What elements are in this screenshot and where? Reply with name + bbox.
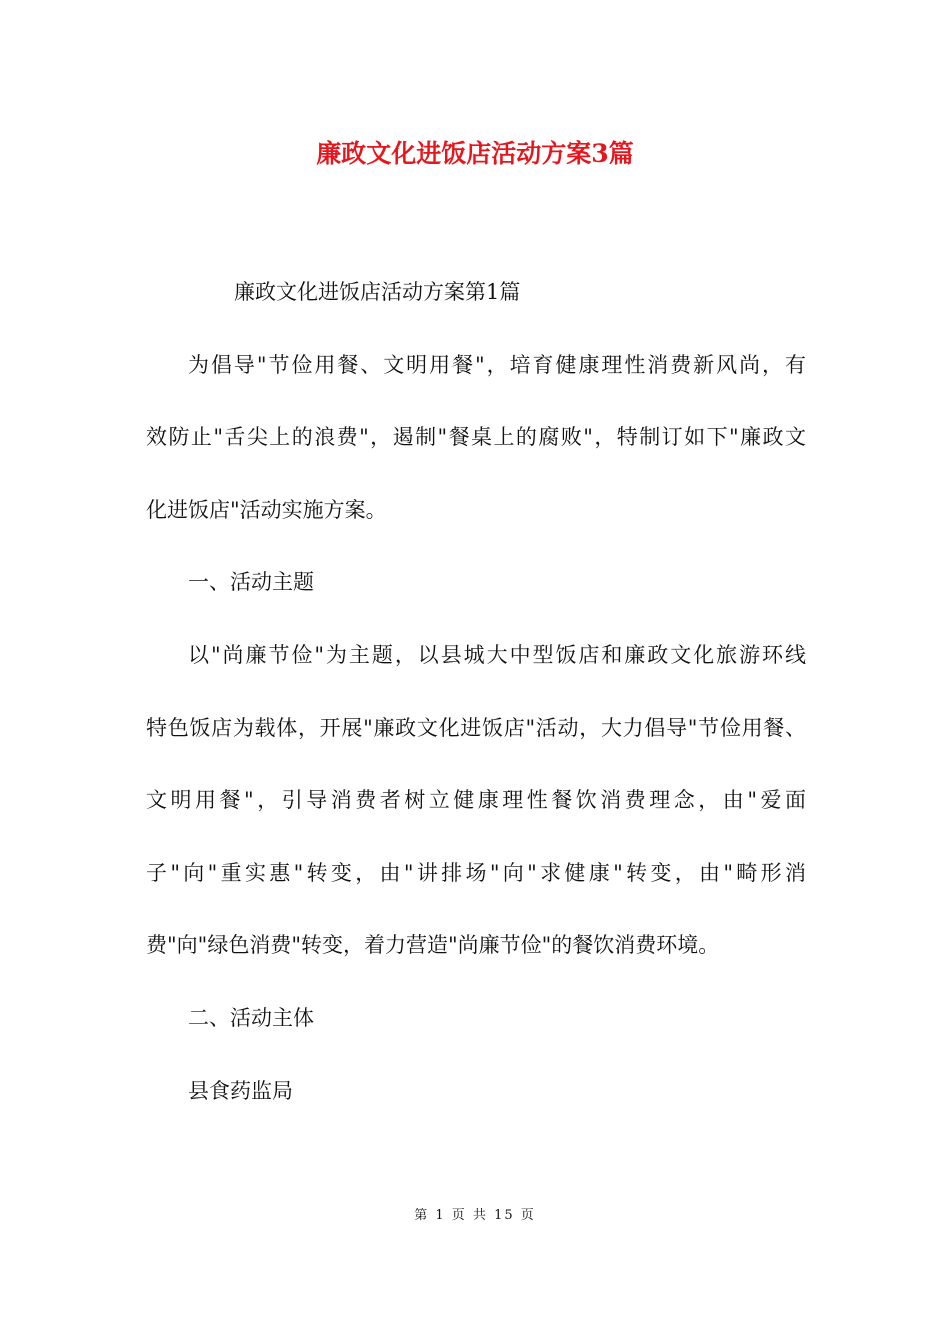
heading-activity-subject: 二、活动主体 xyxy=(188,1005,314,1030)
paragraph-2-line-3: 文明用餐"，引导消费者树立健康理性餐饮消费理念，由"爱面 xyxy=(146,788,806,813)
heading-activity-theme: 一、活动主题 xyxy=(188,570,314,595)
paragraph-1-line-3: 化进饭店"活动实施方案。 xyxy=(146,497,387,522)
paragraph-1-line-2: 效防止"舌尖上的浪费"，遏制"餐桌上的腐败"，特制订如下"廉政文 xyxy=(146,425,806,450)
paragraph-2-line-1: 以"尚廉节俭"为主题，以县城大中型饭店和廉政文化旅游环线 xyxy=(188,642,806,667)
footer-label-pre: 第 xyxy=(414,1208,430,1223)
footer-current-page: 1 xyxy=(435,1208,446,1223)
paragraph-2-line-4: 子"向"重实惠"转变，由"讲排场"向"求健康"转变，由"畸形消 xyxy=(146,860,806,885)
page-footer xyxy=(0,1206,950,1226)
document-body xyxy=(146,256,806,1127)
paragraph-3: 县食药监局 xyxy=(188,1078,293,1103)
document-title: 廉政文化进饭店活动方案3篇 xyxy=(316,139,634,168)
footer-label-mid: 页 共 xyxy=(451,1208,488,1223)
paragraph-1-line-1: 为倡导"节俭用餐、文明用餐"，培育健康理性消费新风尚，有 xyxy=(188,352,806,377)
footer-total-pages: 15 xyxy=(494,1208,515,1223)
footer-label-post: 页 xyxy=(520,1208,536,1223)
section-subtitle: 廉政文化进饭店活动方案第1篇 xyxy=(234,280,521,304)
paragraph-2-line-5: 费"向"绿色消费"转变，着力营造"尚廉节俭"的餐饮消费环境。 xyxy=(146,933,720,958)
paragraph-2-line-2: 特色饭店为载体，开展"廉政文化进饭店"活动，大力倡导"节俭用餐、 xyxy=(146,715,806,740)
